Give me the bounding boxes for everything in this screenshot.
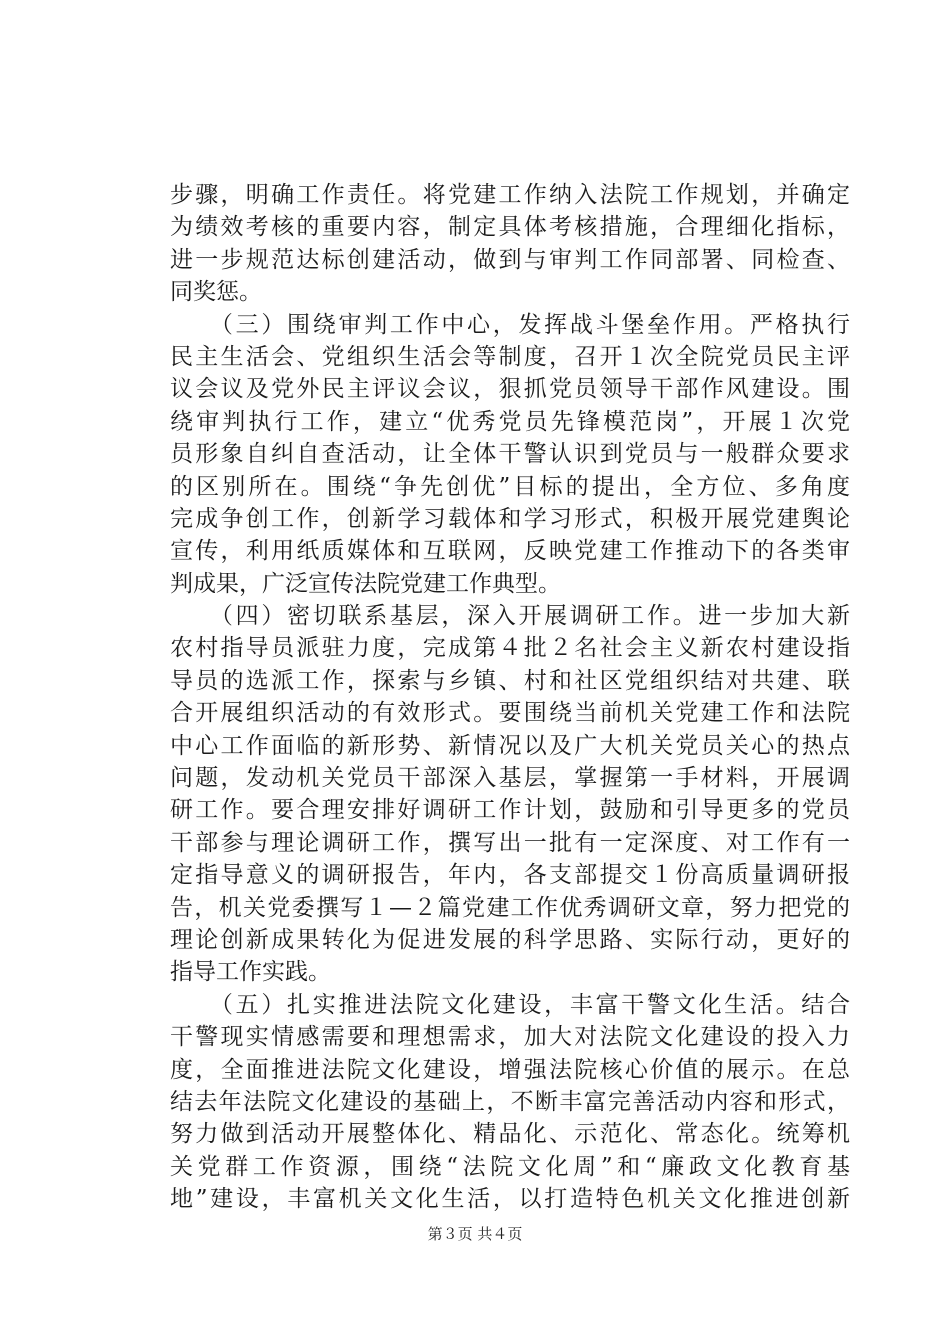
text-line: 农村指导员派驻力度，完成第４批２名社会主义新农村建设指 [170, 635, 850, 662]
document-body [170, 179, 850, 1216]
text-line: 努力做到活动开展整体化、精品化、示范化、常态化。统筹机 [170, 1121, 850, 1148]
text-line: 判成果，广泛宣传法院党建工作典型。 [170, 570, 561, 597]
text-line: 为绩效考核的重要内容，制定具体考核措施，合理细化指标， [170, 214, 850, 241]
text-line: 度，全面推进法院文化建设，增强法院核心价值的展示。在总 [170, 1056, 850, 1083]
text-line: （四）密切联系基层，深入开展调研工作。进一步加大新 [170, 603, 850, 630]
text-line: 同奖惩。 [170, 279, 262, 306]
text-line: 民主生活会、党组织生活会等制度，召开１次全院党员民主评 [170, 343, 850, 370]
text-line: 完成争创工作，创新学习载体和学习形式，积极开展党建舆论 [170, 505, 850, 532]
text-line: 导员的选派工作，探索与乡镇、村和社区党组织结对共建、联 [170, 667, 850, 694]
text-line: 研工作。要合理安排好调研工作计划，鼓励和引导更多的党员 [170, 797, 850, 824]
text-line: 员形象自纠自查活动，让全体干警认识到党员与一般群众要求 [170, 441, 850, 468]
text-line: 干部参与理论调研工作，撰写出一批有一定深度、对工作有一 [170, 829, 850, 856]
text-line: 绕审判执行工作，建立“优秀党员先锋模范岗”，开展１次党 [170, 408, 850, 435]
text-line: 进一步规范达标创建活动，做到与审判工作同部署、同检查、 [170, 246, 850, 273]
text-line: 合开展组织活动的有效形式。要围绕当前机关党建工作和法院 [170, 700, 850, 727]
page-footer: 第３页 共４页 [427, 1225, 523, 1243]
text-line: 关党群工作资源，围绕“法院文化周”和“廉政文化教育基 [170, 1153, 850, 1180]
text-line: （三）围绕审判工作中心，发挥战斗堡垒作用。严格执行 [170, 311, 850, 338]
text-line: 的区别所在。围绕“争先创优”目标的提出，全方位、多角度 [170, 473, 850, 500]
text-line: 步骤，明确工作责任。将党建工作纳入法院工作规划，并确定 [170, 182, 850, 208]
text-line: 中心工作面临的新形势、新情况以及广大机关党员关心的热点 [170, 732, 850, 759]
text-line: 结去年法院文化建设的基础上，不断丰富完善活动内容和形式， [170, 1088, 850, 1115]
text-line: （五）扎实推进法院文化建设，丰富干警文化生活。结合 [170, 991, 850, 1018]
text-line: 干警现实情感需要和理想需求，加大对法院文化建设的投入力 [170, 1024, 850, 1051]
text-line: 定指导意义的调研报告，年内，各支部提交１份高质量调研报 [170, 862, 850, 889]
text-line: 理论创新成果转化为促进发展的科学思路、实际行动，更好的 [170, 926, 850, 953]
text-line: 宣传，利用纸质媒体和互联网，反映党建工作推动下的各类审 [170, 538, 850, 565]
text-line: 问题，发动机关党员干部深入基层，掌握第一手材料，开展调 [170, 765, 850, 792]
text-line: 指导工作实践。 [170, 959, 331, 986]
text-line: 议会议及党外民主评议会议，狠抓党员领导干部作风建设。围 [170, 376, 850, 403]
text-line: 地”建设，丰富机关文化生活，以打造特色机关文化推进创新 [170, 1186, 850, 1213]
text-line: 告，机关党委撰写１—２篇党建工作优秀调研文章，努力把党的 [170, 894, 850, 921]
